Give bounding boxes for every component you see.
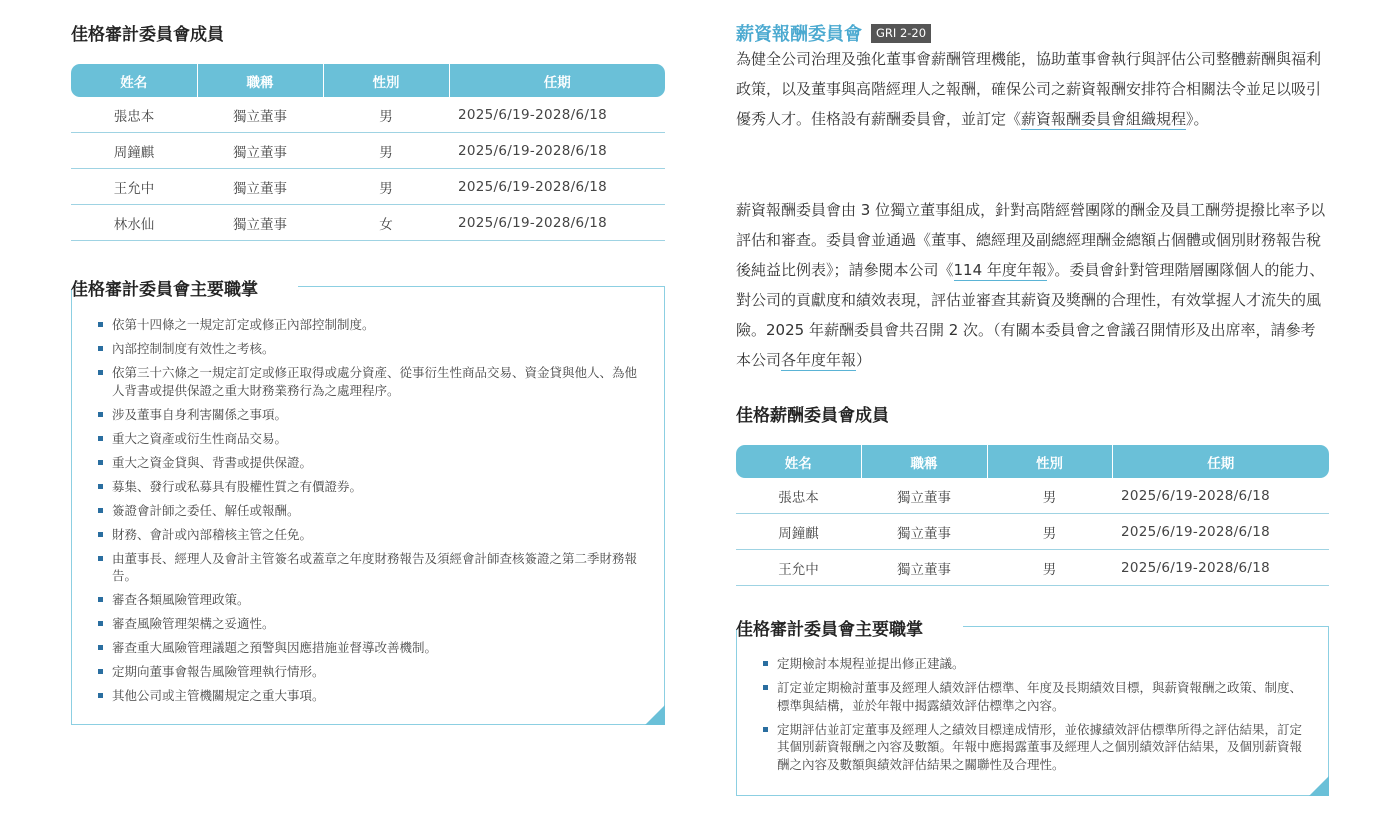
list-item: 定期評估並訂定董事及經理人之績效目標達成情形，並依據績效評估標準所得之評估結果，訂定其個別薪資報酬之內容及數額。年報中應揭露董事及經理人之個別績效評估結果，及個別薪資報酬之內容及數額與績效評估結果之關聯性及合理性。 xyxy=(763,721,1311,774)
remuneration-intro-paragraph xyxy=(736,44,1329,134)
member-gender: 男 xyxy=(323,97,449,133)
list-item: 審查重大風險管理議題之預警與因應措施並督導改善機制。 xyxy=(98,639,646,657)
detail-end: ） xyxy=(856,351,872,369)
list-item: 訂定並定期檢討董事及經理人績效評估標準、年度及長期績效目標，與薪資報酬之政策、制度、標準與結構，並於年報中揭露績效評估標準之內容。 xyxy=(763,679,1311,714)
member-term: 2025/6/19-2028/6/18 xyxy=(1112,550,1329,586)
list-item: 重大之資產或衍生性商品交易。 xyxy=(98,430,646,448)
remuneration-detail-paragraph xyxy=(736,195,1329,375)
list-item: 重大之資金貸與、背書或提供保證。 xyxy=(98,454,646,472)
list-item: 依第三十六條之一規定訂定或修正取得或處分資產、從事衍生性商品交易、資金貸與他人、為他人背書或提供保證之重大財務業務行為之處理程序。 xyxy=(98,364,646,399)
list-item: 內部控制制度有效性之考核。 xyxy=(98,340,646,358)
remuneration-members-table xyxy=(736,445,1329,586)
member-name: 王允中 xyxy=(736,550,861,586)
member-term: 2025/6/19-2028/6/18 xyxy=(1112,514,1329,550)
member-title: 獨立董事 xyxy=(197,169,323,205)
box-corner-decoration xyxy=(645,705,665,725)
annual-report-link[interactable]: 114 年度年報 xyxy=(953,261,1047,279)
member-title: 獨立董事 xyxy=(197,133,323,169)
member-name: 周鐘麒 xyxy=(71,133,197,169)
audit-duties-title: 佳格審計委員會主要職掌 xyxy=(71,280,258,300)
member-title: 獨立董事 xyxy=(861,514,987,550)
table-header-row xyxy=(71,64,665,97)
list-item: 依第十四條之一規定訂定或修正內部控制制度。 xyxy=(98,316,646,334)
list-item: 財務、會計或內部稽核主管之任免。 xyxy=(98,526,646,544)
member-term: 2025/6/19-2028/6/18 xyxy=(449,205,665,241)
table-header-row xyxy=(736,445,1329,478)
col-header-gender: 性別 xyxy=(987,445,1112,478)
member-gender: 男 xyxy=(987,514,1112,550)
remuneration-members-title: 佳格薪酬委員會成員 xyxy=(736,406,889,426)
detail-mid: 》。委員會針對管理階層團隊個人的能力、對公司的貢獻度和績效表現，評估並審查其薪資及獎酬的合理性，有效掌握人才流失的風險。2025 年薪酬委員會共召開 2 次。（有關本委員會之會議召開情形及出席率，請參考本公司 xyxy=(736,261,1325,369)
list-item: 定期向董事會報告風險管理執行情形。 xyxy=(98,663,646,681)
detail-text: 薪資報酬委員會由 3 位獨立董事組成，針對高階經營團隊的酬金及員工酬勞提撥比率予以評估和審查。委員會並通過《董事、總經理及副總經理酬金總額占個體或個別財務報告稅後純益比例表》；請參閱本公司《 xyxy=(736,201,1326,279)
col-header-gender: 性別 xyxy=(323,64,449,97)
member-title: 獨立董事 xyxy=(197,205,323,241)
member-gender: 女 xyxy=(323,205,449,241)
member-term: 2025/6/19-2028/6/18 xyxy=(449,169,665,205)
col-header-title: 職稱 xyxy=(197,64,323,97)
col-header-name: 姓名 xyxy=(71,64,197,97)
member-term: 2025/6/19-2028/6/18 xyxy=(449,97,665,133)
member-name: 王允中 xyxy=(71,169,197,205)
list-item: 涉及董事自身利害關係之事項。 xyxy=(98,406,646,424)
intro-text: 為健全公司治理及強化董事會薪酬管理機能，協助董事會執行與評估公司整體薪酬與福利政策，以及董事與高階經理人之報酬，確保公司之薪資報酬安排符合相關法令並足以吸引優秀人才。佳格設有薪酬委員會，並訂定《 xyxy=(736,50,1322,128)
remuneration-duties-title: 佳格審計委員會主要職掌 xyxy=(736,620,923,640)
table-row xyxy=(71,205,665,241)
col-header-name: 姓名 xyxy=(736,445,861,478)
audit-duties-list xyxy=(98,316,646,711)
member-gender: 男 xyxy=(323,133,449,169)
member-gender: 男 xyxy=(987,478,1112,514)
table-row xyxy=(736,514,1329,550)
charter-link[interactable]: 薪資報酬委員會組織規程 xyxy=(1021,110,1187,128)
list-item: 審查各類風險管理政策。 xyxy=(98,591,646,609)
col-header-term: 任期 xyxy=(1112,445,1329,478)
col-header-title: 職稱 xyxy=(861,445,987,478)
member-name: 周鐘麒 xyxy=(736,514,861,550)
audit-members-title: 佳格審計委員會成員 xyxy=(71,25,224,45)
table-row xyxy=(736,550,1329,586)
list-item: 其他公司或主管機關規定之重大事項。 xyxy=(98,687,646,705)
audit-members-table xyxy=(71,64,665,241)
gri-badge: GRI 2-20 xyxy=(871,24,931,43)
remuneration-heading-line xyxy=(736,20,931,46)
member-term: 2025/6/19-2028/6/18 xyxy=(1112,478,1329,514)
box-corner-decoration xyxy=(1309,776,1329,796)
member-title: 獨立董事 xyxy=(861,478,987,514)
member-title: 獨立董事 xyxy=(861,550,987,586)
col-header-term: 任期 xyxy=(449,64,665,97)
list-item: 募集、發行或私募具有股權性質之有價證券。 xyxy=(98,478,646,496)
table-row xyxy=(71,133,665,169)
list-item: 由董事長、經理人及會計主管簽名或蓋章之年度財務報告及須經會計師查核簽證之第二季財務報告。 xyxy=(98,550,646,585)
member-name: 張忠本 xyxy=(71,97,197,133)
list-item: 定期檢討本規程並提出修正建議。 xyxy=(763,655,1311,673)
list-item: 審查風險管理架構之妥適性。 xyxy=(98,615,646,633)
intro-end: 》。 xyxy=(1186,110,1209,128)
remuneration-duties-list xyxy=(763,655,1311,780)
table-row xyxy=(736,478,1329,514)
list-item: 簽證會計師之委任、解任或報酬。 xyxy=(98,502,646,520)
member-name: 林水仙 xyxy=(71,205,197,241)
member-title: 獨立董事 xyxy=(197,97,323,133)
member-gender: 男 xyxy=(323,169,449,205)
yearly-reports-link[interactable]: 各年度年報 xyxy=(781,351,857,369)
member-term: 2025/6/19-2028/6/18 xyxy=(449,133,665,169)
remuneration-heading: 薪資報酬委員會 xyxy=(736,24,862,45)
table-row xyxy=(71,169,665,205)
member-name: 張忠本 xyxy=(736,478,861,514)
member-gender: 男 xyxy=(987,550,1112,586)
table-row xyxy=(71,97,665,133)
